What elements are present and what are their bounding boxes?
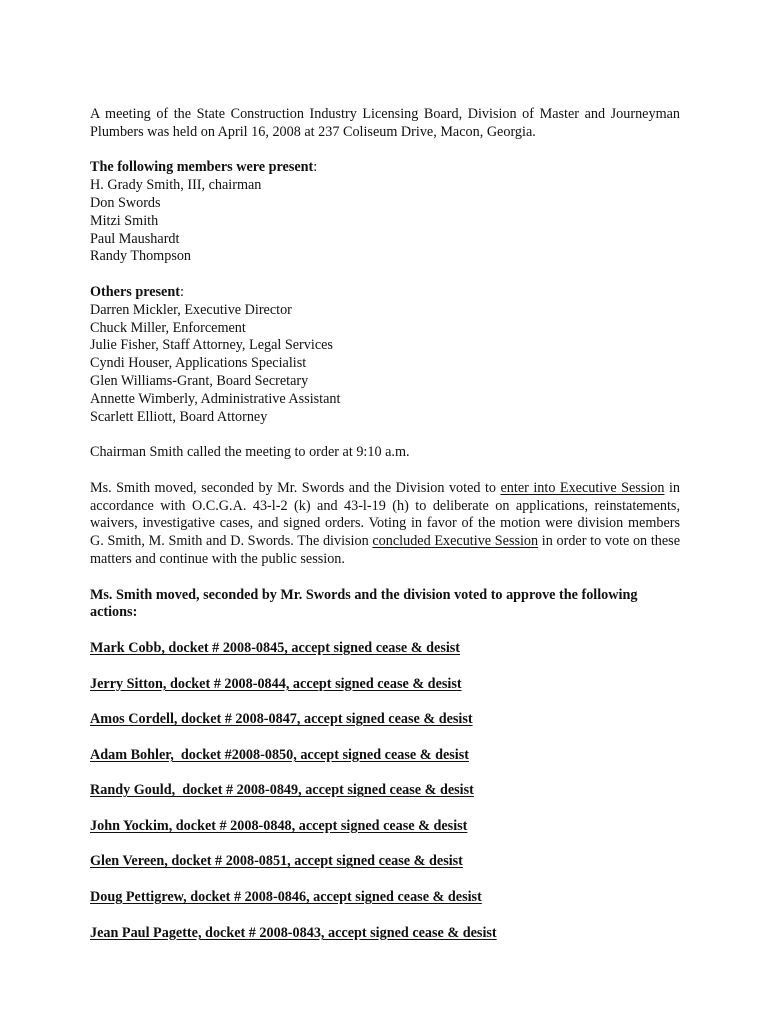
others-item: Annette Wimberly, Administrative Assistant [90,390,341,407]
executive-text-3: in order to vote on these matters and continue with the public session. [90,533,680,567]
action-item: Mark Cobb, docket # 2008-0845, accept signed cease & desist [90,639,461,656]
others-item: Glen Williams-Grant, Board Secretary [90,372,309,389]
action-item: Doug Pettigrew, docket # 2008-0846, accept signed cease & desist [90,889,482,906]
member-item: Mitzi Smith [90,212,159,229]
member-item: H. Grady Smith, III, chairman [90,177,262,194]
action-item: Amos Cordell, docket # 2008-0847, accept signed cease & desist [90,711,473,728]
others-heading-line [90,284,680,302]
executive-session-paragraph [90,480,680,569]
others-item: Darren Mickler, Executive Director [90,301,292,318]
others-heading: Others present [90,283,180,300]
concluded-executive-session: concluded Executive Session [372,533,539,550]
document-body [90,106,680,960]
executive-text-2: in accordance with O.C.G.A. 43-l-2 (k) and 43-l-19 (h) to deliberate on applications, reinstatements, waivers, investigative cases, and signed orders. Voting in favor of the motion were division members G. Smith, M. Smith and D. Swords. The division [90,479,680,550]
members-heading: The following members were present [90,159,314,176]
action-item: Glen Vereen, docket # 2008-0851, accept signed cease & desist [90,853,463,870]
motion-heading: Ms. Smith moved, seconded by Mr. Swords and the division voted to approve the following actions: [90,586,638,621]
others-section [90,284,680,426]
enter-executive-session: enter into Executive Session [500,479,665,496]
members-heading-colon: : [313,159,318,176]
action-item: John Yockim, docket # 2008-0848, accept signed cease & desist [90,817,468,834]
others-item: Chuck Miller, Enforcement [90,319,246,336]
members-heading-line [90,159,680,177]
others-item: Cyndi Houser, Applications Specialist [90,355,307,372]
member-item: Paul Maushardt [90,230,180,247]
others-item: Scarlett Elliott, Board Attorney [90,408,268,425]
others-heading-colon: : [179,283,184,300]
action-item: Randy Gould, docket # 2008-0849, accept signed cease & desist [90,782,474,799]
action-item: Adam Bohler, docket #2008-0850, accept signed cease & desist [90,746,469,763]
member-item: Randy Thompson [90,248,192,265]
call-to-order: Chairman Smith called the meeting to order at 9:10 a.m. [90,444,410,461]
others-item: Julie Fisher, Staff Attorney, Legal Services [90,337,333,354]
executive-text-1: Ms. Smith moved, seconded by Mr. Swords and the Division voted to [90,479,501,496]
member-item: Don Swords [90,194,161,211]
intro-paragraph: A meeting of the State Construction Industry Licensing Board, Division of Master and Journeyman Plumbers was held on April 16, 2008 at 237 Coliseum Drive, Macon, Georgia. [90,106,680,140]
members-section [90,159,680,266]
action-item: Jean Paul Pagette, docket # 2008-0843, accept signed cease & desist [90,924,497,941]
action-item: Jerry Sitton, docket # 2008-0844, accept signed cease & desist [90,675,462,692]
